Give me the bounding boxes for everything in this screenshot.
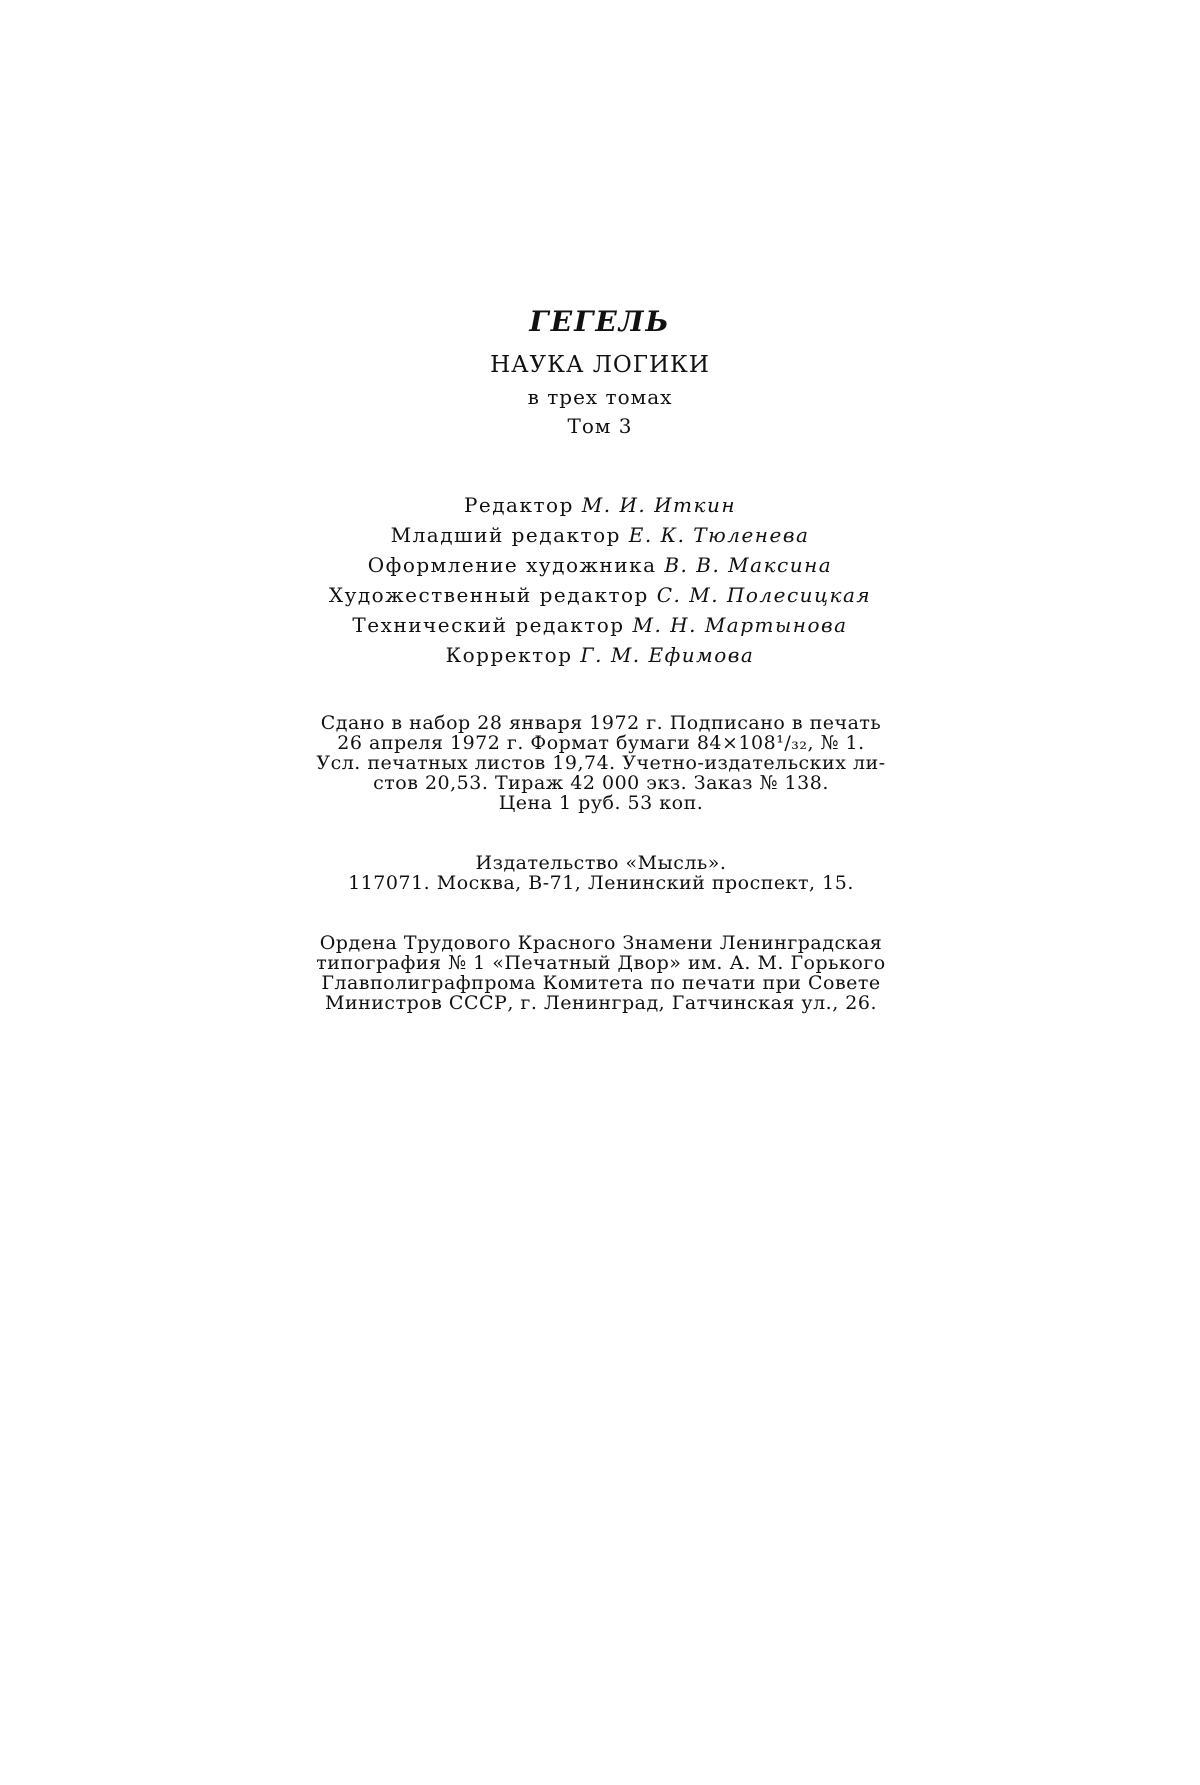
credit-technical-editor (0, 610, 1200, 640)
credit-designer (0, 550, 1200, 580)
printer-line: Министров СССР, г. Ленинград, Гатчинская ул., 26. (324, 992, 878, 1014)
credit-role: Художественный редактор (328, 583, 649, 607)
volume-number: Том 3 (567, 414, 633, 438)
credit-person: Е. К. Тюленева (628, 523, 810, 547)
printer-line: Ордена Трудового Красного Знамени Ленинградская (319, 932, 883, 954)
credit-role: Оформление художника (367, 553, 657, 577)
print-info-line: Сдано в набор 28 января 1972 г. Подписано в печать (320, 712, 882, 734)
printer-block (245, 933, 957, 1013)
credit-person: В. В. Максина (664, 553, 833, 577)
publisher-block (245, 853, 957, 893)
credit-editor (0, 490, 1200, 520)
book-title: НАУКА ЛОГИКИ (490, 352, 710, 378)
credit-person: Г. М. Ефимова (580, 643, 755, 667)
credits-list (0, 490, 1200, 670)
credit-person: М. И. Иткин (581, 493, 737, 517)
credit-proofreader (0, 640, 1200, 670)
print-info-line: стов 20,53. Тираж 42 000 экз. Заказ № 138. (373, 772, 829, 794)
credit-role: Технический редактор (352, 613, 625, 637)
book-subtitle: в трех томах (527, 385, 673, 409)
credit-art-editor (0, 580, 1200, 610)
publisher-line: Издательство «Мысль». (475, 852, 727, 874)
credit-role: Корректор (445, 643, 573, 667)
print-info-line: 26 апреля 1972 г. Формат бумаги 84×108¹/₃₂, № 1. (337, 732, 865, 754)
author-name: ГЕГЕЛЬ (529, 305, 671, 338)
credit-role: Младший редактор (390, 523, 621, 547)
credit-junior-editor (0, 520, 1200, 550)
credit-person: М. Н. Мартынова (632, 613, 848, 637)
print-info-line: Цена 1 руб. 53 коп. (498, 792, 704, 814)
print-info-block (245, 713, 957, 813)
printer-line: типография № 1 «Печатный Двор» им. А. М. Горького (316, 952, 886, 974)
printer-line: Главполиграфпрома Комитета по печати при Совете (321, 972, 881, 994)
print-info-line: Усл. печатных листов 19,74. Учетно-издательских ли- (316, 752, 886, 774)
credit-person: С. М. Полесицкая (656, 583, 872, 607)
publisher-line: 117071. Москва, В-71, Ленинский проспект, 15. (348, 872, 854, 894)
credit-role: Редактор (463, 493, 574, 517)
